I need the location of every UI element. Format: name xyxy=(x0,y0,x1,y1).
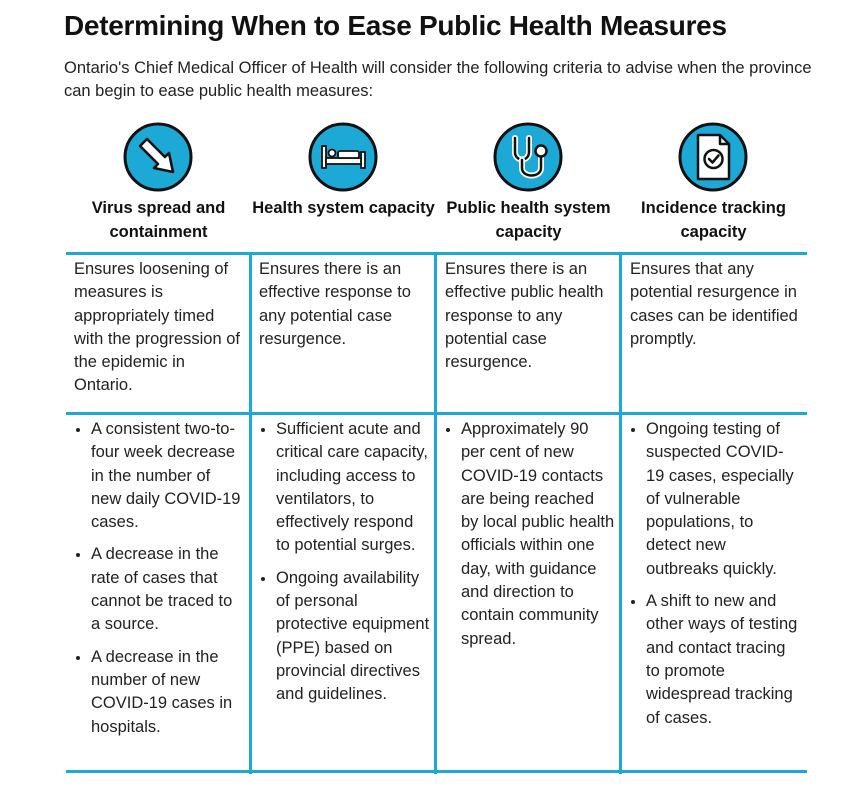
intro-text: Ontario's Chief Medical Officer of Health will consider the following criteria to advise when the province can begin to ease public health measures: xyxy=(64,59,812,100)
list-item: Ongoing testing of suspected COVID-19 cases, especially of vulnerable populations, to detect new outbreaks quickly. xyxy=(629,418,801,581)
list-item: A decrease in the rate of cases that cannot be traced to a source. xyxy=(74,543,244,636)
criteria-list xyxy=(74,418,244,748)
page-title: Determining When to Ease Public Health Measures xyxy=(64,10,727,41)
column-divider xyxy=(619,252,622,774)
list-item: Ongoing availability of personal protective equipment (PPE) based on provincial directives and guidelines. xyxy=(259,567,431,707)
column-heading-incidence-tracking: Incidence tracking capacity xyxy=(641,199,786,241)
column-divider xyxy=(434,252,437,774)
list-item: A consistent two-to-four week decrease in the number of new daily COVID-19 cases. xyxy=(74,418,244,534)
list-item: Approximately 90 per cent of new COVID-19 contacts are being reached by local public health officials within one day, with guidance and direction to contain community spread. xyxy=(444,418,616,651)
column-heading-public-health: Public health system capacity xyxy=(446,199,611,241)
list-item: Sufficient acute and critical care capacity, including access to ventilators, to effectively respond to potential surges. xyxy=(259,418,431,558)
column-heading-virus-spread: Virus spread and containment xyxy=(91,199,226,241)
hospital-bed-icon xyxy=(308,122,378,192)
arrow-down-right-icon xyxy=(123,122,193,192)
stethoscope-icon xyxy=(493,122,563,192)
list-item: A shift to new and other ways of testing and contact tracing to promote widespread tracking of cases. xyxy=(629,590,801,730)
criteria-list xyxy=(444,418,616,660)
criteria-list xyxy=(259,418,431,716)
column-description: Ensures loosening of measures is appropriately timed with the progression of the epidemic in Ontario. xyxy=(74,260,241,395)
document-check-icon xyxy=(678,122,748,192)
list-item: A decrease in the number of new COVID-19 cases in hospitals. xyxy=(74,646,244,739)
criteria-list xyxy=(629,418,801,739)
column-description: Ensures that any potential resurgence in cases can be identified promptly. xyxy=(630,260,798,348)
column-divider xyxy=(249,252,252,774)
column-heading-health-system: Health system capacity xyxy=(252,199,435,217)
column-description: Ensures there is an effective response to any potential case resurgence. xyxy=(259,260,411,348)
column-description: Ensures there is an effective public health response to any potential case resurgence. xyxy=(445,260,604,372)
